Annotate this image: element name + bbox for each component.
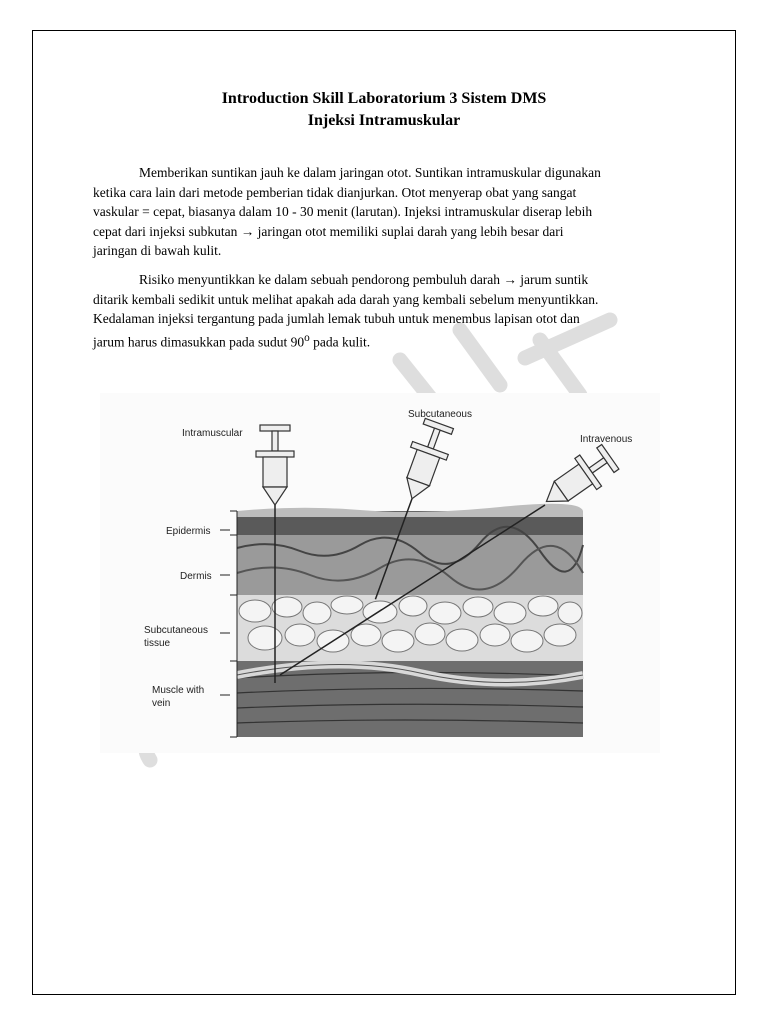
arrow-icon: → [240, 223, 255, 239]
para2-line1a: Risiko menyuntikkan ke dalam sebuah pendorong pembuluh darah [139, 272, 501, 287]
para1-line3: vaskular = cepat, biasanya dalam 10 - 30 menit (larutan). Injeksi intramuskular diserap lebih [93, 204, 593, 219]
paragraph-1 [93, 163, 693, 261]
para2-line2: ditarik kembali sedikit untuk melihat apakah ada darah yang kembali sebelum menyuntikkan. [93, 291, 599, 307]
para1-line5: jaringan di bawah kulit. [93, 243, 222, 258]
label-epidermis: Epidermis [166, 526, 211, 537]
label-dermis: Dermis [180, 571, 212, 582]
para1-line4b: jaringan otot memiliki suplai darah yang lebih besar dari [257, 223, 564, 239]
para1-line1: Memberikan suntikan jauh ke dalam jaringan otot. Suntikan intramuskular digunakan [139, 165, 601, 180]
para2-line4a: jarum harus dimasukkan pada sudut 90 [93, 334, 305, 349]
degree-superscript: o [304, 331, 310, 344]
para2-line3: Kedalaman injeksi tergantung pada jumlah lemak tubuh untuk menembus lapisan otot dan [93, 311, 580, 326]
document-subtitle: Injeksi Intramuskular [307, 112, 461, 129]
label-intramuscular: Intramuscular [182, 428, 243, 439]
para2-line4b: pada kulit. [309, 334, 371, 349]
label-muscle-2: vein [152, 698, 171, 709]
label-subcutaneous-tissue: Subcutaneous [144, 625, 208, 636]
injection-diagram [100, 393, 660, 753]
arrow-icon: → [503, 272, 517, 287]
label-intravenous: Intravenous [580, 434, 633, 445]
para2-line1b: jarum suntik [520, 272, 589, 287]
para1-line2: ketika cara lain dari metode pemberian tidak dianjurkan. Otot menyerap obat yang sangat [93, 184, 577, 200]
label-subcutaneous-tissue-2: tissue [144, 638, 171, 649]
para1-line4a: cepat dari injeksi subkutan [93, 223, 238, 239]
skin-layers [237, 504, 583, 737]
label-muscle: Muscle with [152, 685, 205, 696]
document-title: Introduction Skill Laboratorium 3 Sistem DMS [221, 90, 547, 107]
paragraph-2 [93, 270, 693, 352]
label-subcutaneous: Subcutaneous [408, 409, 472, 420]
dermis-layer [237, 535, 583, 595]
